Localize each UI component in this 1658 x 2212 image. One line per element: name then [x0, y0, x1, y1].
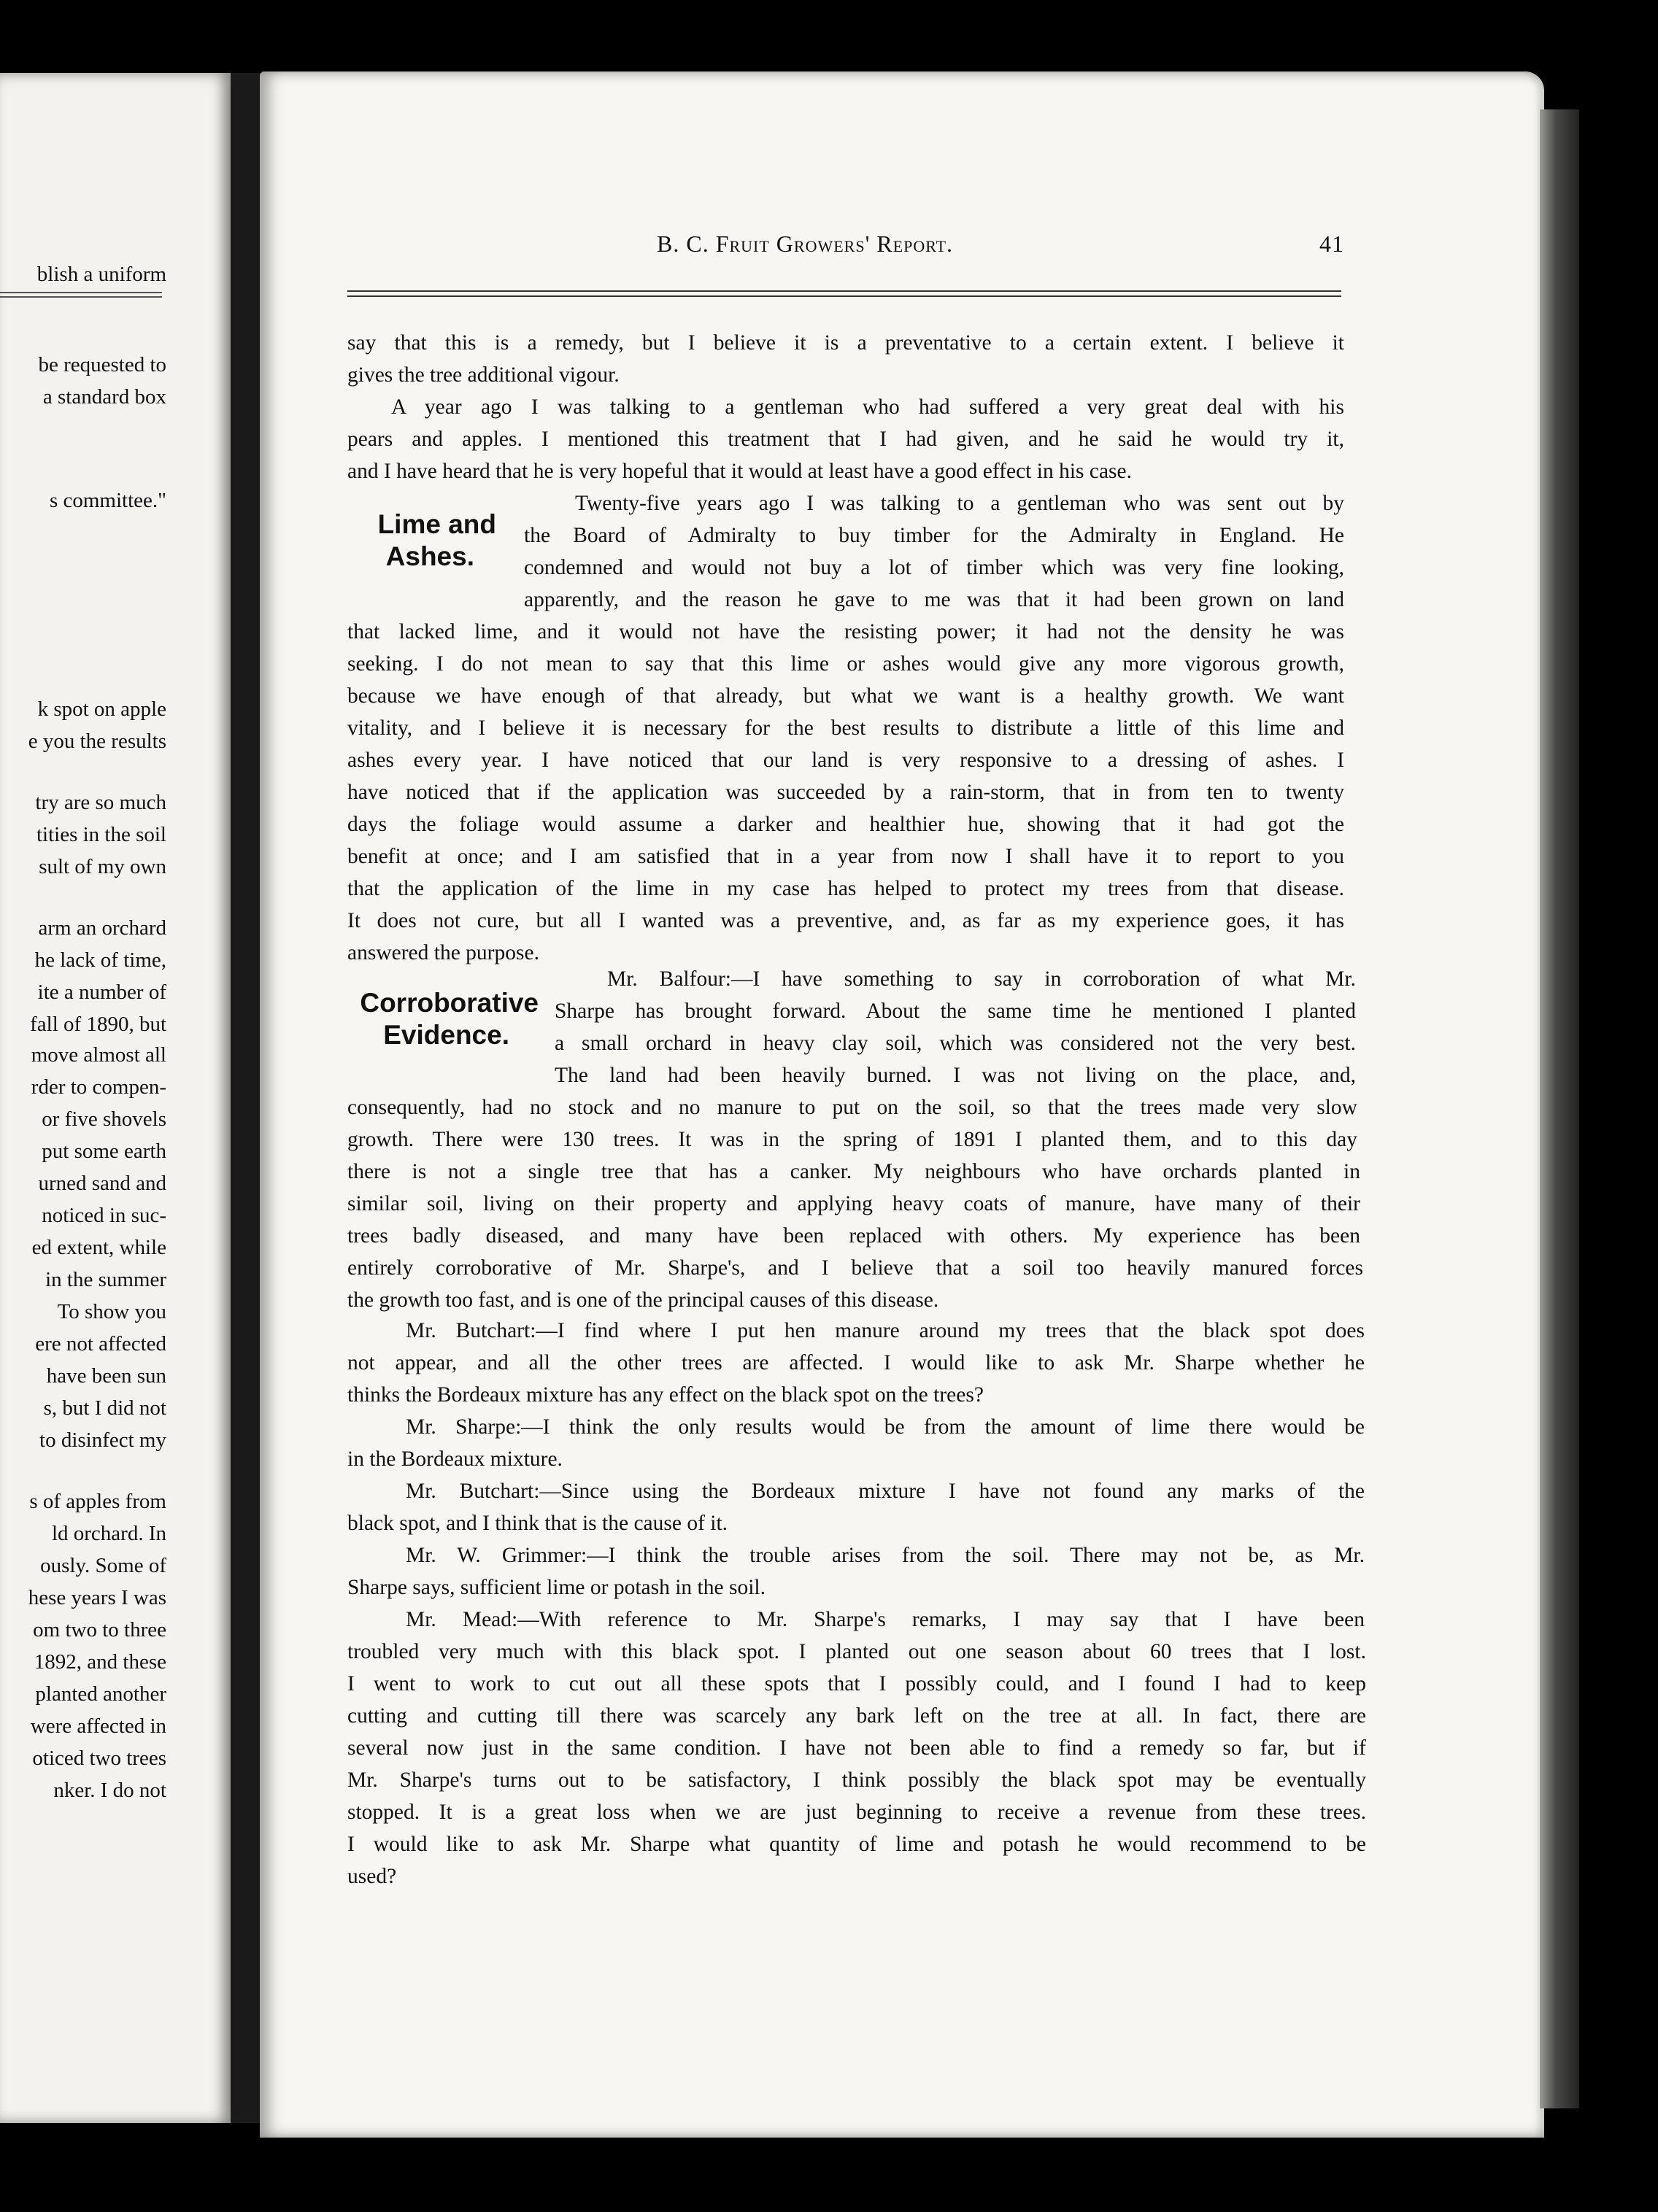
text-line: condemned and would not buy a lot of timber which was very fine looking, — [524, 557, 1344, 579]
text-line: Mr. Mead:—With reference to Mr. Sharpe's remarks, I may say that I have been — [406, 1609, 1365, 1631]
side-heading-corroborative-1: Corroborative — [360, 988, 539, 1018]
left-page-line: to disinfect my — [39, 1428, 166, 1452]
text-line: there is not a single tree that has a canker. My neighbours who have orchards planted in — [347, 1161, 1360, 1183]
text-line: because we have enough of that already, but what we want is a healthy growth. We want — [347, 686, 1344, 708]
left-page-line: sult of my own — [39, 855, 166, 878]
text-line: seeking. I do not mean to say that this lime or ashes would give any more vigorous growth, — [347, 654, 1344, 676]
running-head — [347, 231, 1344, 260]
left-page-line: planted another — [35, 1682, 166, 1706]
text-line: apparently, and the reason he gave to me was that it had been grown on land — [524, 589, 1344, 611]
text-line: thinks the Bordeaux mixture has any effect on the black spot on the trees? — [347, 1385, 984, 1407]
side-heading-corroborative-2: Evidence. — [383, 1020, 509, 1050]
left-page-line: ously. Some of — [40, 1554, 166, 1577]
left-page-line: om two to three — [33, 1618, 166, 1641]
text-line: Mr. W. Grimmer:—I think the trouble arises from the soil. There may not be, as Mr. — [406, 1545, 1365, 1567]
text-line: have noticed that if the application was succeeded by a rain-storm, that in from ten to twenty — [347, 782, 1344, 804]
text-line: A year ago I was talking to a gentleman who had suffered a very great deal with his — [391, 397, 1344, 419]
left-page-line: ld orchard. In — [51, 1522, 166, 1545]
text-line: The land had been heavily burned. I was not living on the place, and, — [555, 1065, 1356, 1087]
text-line: pears and apples. I mentioned this treatment that I had given, and he said he would try it, — [347, 429, 1344, 451]
left-page-line: put some earth — [42, 1140, 166, 1163]
left-page-line: tities in the soil — [36, 823, 166, 846]
text-line: not appear, and all the other trees are affected. I would like to ask Mr. Sharpe whether he — [347, 1353, 1365, 1374]
left-page-line: 1892, and these — [34, 1650, 166, 1674]
side-heading-lime-and-ashes-1: Lime and — [377, 509, 496, 539]
text-line: trees badly diseased, and many have been replaced with others. My experience has been — [347, 1226, 1360, 1248]
left-page-line: ite a number of — [37, 981, 166, 1004]
text-line: Sharpe says, sufficient lime or potash in the soil. — [347, 1577, 766, 1599]
text-line: I went to work to cut out all these spots that I possibly could, and I found I had to keep — [347, 1674, 1366, 1695]
text-line: gives the tree additional vigour. — [347, 365, 620, 387]
text-line: a small orchard in heavy clay soil, which was considered not the very best. — [555, 1033, 1356, 1055]
left-page-line: in the summer — [45, 1268, 166, 1291]
text-line: answered the purpose. — [347, 943, 539, 964]
left-page-line: k spot on apple — [37, 697, 166, 721]
left-page-line: e you the results — [28, 730, 166, 753]
left-page-line: a standard box — [42, 385, 166, 409]
text-line: Mr. Butchart:—Since using the Bordeaux mixture I have not found any marks of the — [406, 1481, 1365, 1503]
text-line: I would like to ask Mr. Sharpe what quantity of lime and potash he would recommend to be — [347, 1834, 1366, 1856]
text-line: that lacked lime, and it would not have the resisting power; it had not the density he was — [347, 622, 1344, 643]
side-heading-lime-and-ashes-2: Ashes. — [385, 541, 474, 571]
text-line: vitality, and I believe it is necessary for the best results to distribute a little of this lime and — [347, 718, 1344, 740]
text-line: Twenty-five years ago I was talking to a gentleman who was sent out by — [575, 493, 1344, 515]
left-page-line: hese years I was — [28, 1586, 166, 1609]
left-page-line: be requested to — [38, 353, 166, 376]
left-page-line: To show you — [57, 1300, 166, 1323]
text-line: the growth too fast, and is one of the principal causes of this disease. — [347, 1290, 939, 1312]
text-line: Mr. Butchart:—I find where I put hen manure around my trees that the black spot does — [406, 1320, 1365, 1342]
text-line: similar soil, living on their property and applying heavy coats of manure, have many of their — [347, 1194, 1360, 1215]
text-line: cutting and cutting till there was scarcely any bark left on the tree at all. In fact, there are — [347, 1706, 1366, 1728]
text-line: Mr. Sharpe:—I think the only results would be from the amount of lime there would be — [406, 1417, 1365, 1439]
left-page-line: arm an orchard — [38, 916, 166, 940]
left-page-line: move almost all — [31, 1043, 166, 1067]
left-page-rule — [0, 292, 162, 293]
text-line: ashes every year. I have noticed that our land is very responsive to a dressing of ashes. I — [347, 750, 1344, 772]
text-line: used? — [347, 1866, 397, 1888]
text-line: troubled very much with this black spot. I planted out one season about 60 trees that I lost. — [347, 1641, 1366, 1663]
left-page-line: ere not affected — [35, 1332, 166, 1356]
text-line: Mr. Balfour:—I have something to say in corroboration of what Mr. — [607, 969, 1356, 991]
text-line: that the application of the lime in my case has helped to protect my trees from that disease. — [347, 878, 1344, 900]
text-line: Sharpe has brought forward. About the same time he mentioned I planted — [555, 1001, 1356, 1023]
text-line: days the foliage would assume a darker and healthier hue, showing that it had got the — [347, 814, 1344, 836]
text-line: black spot, and I think that is the cause of it. — [347, 1513, 728, 1535]
left-page-line: nker. I do not — [53, 1779, 166, 1802]
left-page-rule — [0, 296, 162, 298]
left-page-line: fall of 1890, but — [30, 1013, 166, 1036]
left-page-line: s of apples from — [29, 1490, 166, 1513]
left-page-line: ed extent, while — [31, 1236, 166, 1259]
left-page-line: have been sun — [46, 1364, 166, 1388]
left-page-line: try are so much — [35, 791, 166, 814]
left-page-line: or five shovels — [42, 1107, 166, 1131]
text-line: and I have heard that he is very hopeful that it would at least have a good effect in his case. — [347, 461, 1133, 483]
header-rule — [347, 295, 1341, 297]
left-page-line: rder to compen- — [31, 1075, 166, 1099]
text-line: say that this is a remedy, but I believe it is a preventative to a certain extent. I believe it — [347, 333, 1344, 355]
left-page-line: were affected in — [30, 1714, 166, 1738]
left-page-line: blish a uniform — [36, 263, 166, 286]
previous-page-fragment — [0, 73, 231, 2123]
left-page-line: noticed in suc- — [42, 1204, 166, 1227]
header-rule — [347, 290, 1341, 292]
page-edge — [1540, 109, 1579, 2108]
text-line: benefit at once; and I am satisfied that in a year from now I shall have it to report to you — [347, 846, 1344, 868]
left-page-line: s committee." — [49, 489, 166, 512]
text-line: in the Bordeaux mixture. — [347, 1449, 563, 1471]
text-line: several now just in the same condition. I have not been able to find a remedy so far, but if — [347, 1738, 1366, 1760]
running-head-title: B. C. Fruit Growers' Report. — [657, 231, 954, 257]
left-page-line: s, but I did not — [43, 1396, 166, 1420]
text-line: consequently, had no stock and no manure to put on the soil, so that the trees made very slow — [347, 1097, 1357, 1119]
text-line: Mr. Sharpe's turns out to be satisfactory, I think possibly the black spot may be eventually — [347, 1770, 1366, 1792]
text-line: growth. There were 130 trees. It was in the spring of 1891 I planted them, and to this day — [347, 1129, 1357, 1151]
text-line: the Board of Admiralty to buy timber for the Admiralty in England. He — [524, 525, 1344, 547]
text-line: stopped. It is a great loss when we are just beginning to receive a revenue from these trees. — [347, 1802, 1366, 1824]
left-page-line: oticed two trees — [32, 1747, 166, 1770]
page-number: 41 — [1319, 231, 1344, 257]
left-page-line: he lack of time, — [34, 948, 166, 972]
text-line: entirely corroborative of Mr. Sharpe's, and I believe that a soil too heavily manured forces — [347, 1258, 1363, 1280]
left-page-line: urned sand and — [38, 1172, 166, 1195]
text-line: It does not cure, but all I wanted was a preventive, and, as far as my experience goes, it has — [347, 910, 1344, 932]
